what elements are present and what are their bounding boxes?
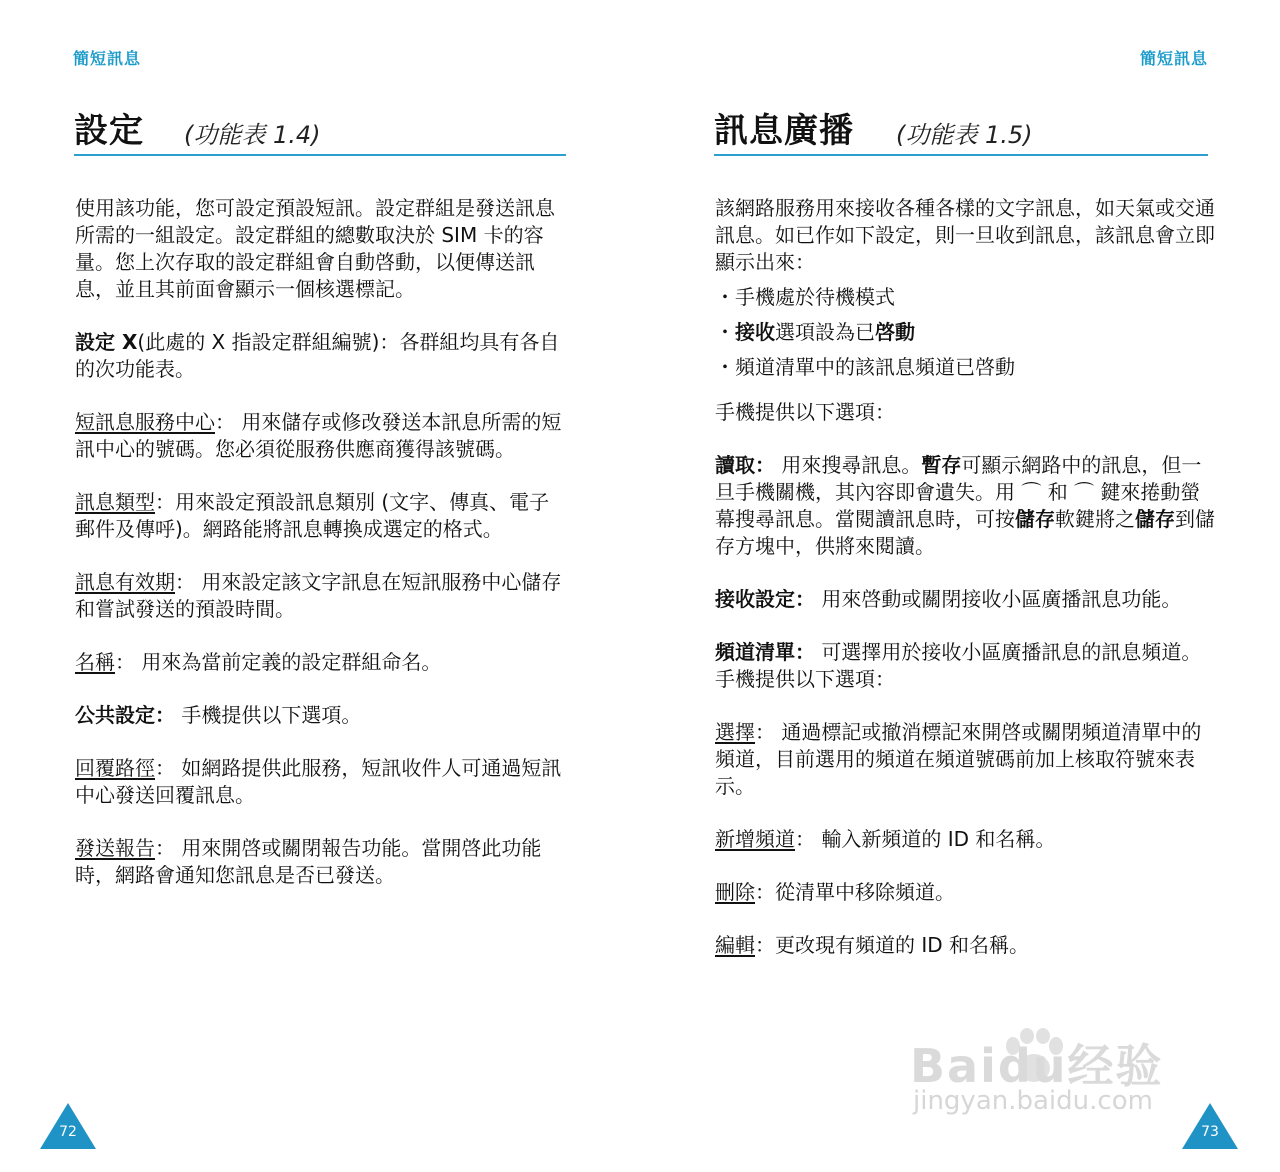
edit-text: ：更改現有頻道的 ID 和名稱。 xyxy=(755,933,1030,957)
options-intro: 手機提供以下選項： xyxy=(715,400,895,424)
list-item xyxy=(715,319,1215,346)
channel-label: 頻道清單： xyxy=(715,640,815,664)
validity-paragraph xyxy=(75,569,567,623)
add-text: ： 輸入新頻道的 ID 和名稱。 xyxy=(795,827,1056,851)
left-body xyxy=(75,195,567,889)
intro-paragraph: 該網路服務用來接收各種各樣的文字訊息，如天氣或交通訊息。如已作如下設定，則一旦收到訊息，該訊息會立即顯示出來： xyxy=(715,196,1215,274)
common-label: 公共設定： xyxy=(75,703,175,727)
name-text: ： 用來為當前定義的設定群組命名。 xyxy=(115,650,442,674)
bullet-text: 頻道清單中的該訊息頻道已啓動 xyxy=(735,355,1015,379)
condition-list xyxy=(715,284,1215,381)
channel-paragraph xyxy=(715,639,1215,693)
watermark-logo: Baidu经验 xyxy=(910,1039,1164,1093)
reply-label: 回覆路徑 xyxy=(75,756,155,780)
section-title-row xyxy=(714,108,1208,156)
bullet-bold: 接收 xyxy=(735,320,775,344)
setx-paragraph xyxy=(75,329,567,383)
add-label: 新增頻道 xyxy=(715,827,795,851)
select-text: ： 通過標記或撤消標記來開啓或關閉頻道清單中的頻道，目前選用的頻道在頻道號碼前加上核取符號來表示。 xyxy=(715,720,1202,798)
select-paragraph xyxy=(715,719,1215,800)
read-text: 用來搜尋訊息。 xyxy=(775,453,922,477)
msg-type-text: ：用來設定預設訊息類別 (文字、傳真、電子郵件及傳呼)。網路能將訊息轉換成選定的格式。 xyxy=(75,490,550,541)
read-text: 軟鍵將之 xyxy=(1055,507,1135,531)
read-text: 到儲存方塊中，供將來閱讀。 xyxy=(715,507,1215,558)
msg-type-paragraph xyxy=(75,489,567,543)
msg-type-label: 訊息類型 xyxy=(75,490,155,514)
bullet-text: 手機處於待機模式 xyxy=(735,285,895,309)
page-number: 72 xyxy=(59,1124,77,1140)
recv-text: 用來啓動或關閉接收小區廣播訊息功能。 xyxy=(815,587,1182,611)
read-temp: 暫存 xyxy=(921,453,962,477)
edit-label: 編輯 xyxy=(715,933,755,957)
name-label: 名稱 xyxy=(75,650,115,674)
page-number: 73 xyxy=(1201,1124,1219,1140)
section-title-row xyxy=(74,108,566,156)
right-page xyxy=(640,0,1280,1172)
report-label: 發送報告 xyxy=(75,836,155,860)
validity-text: ： 用來設定該文字訊息在短訊服務中心儲存和嘗試發送的預設時間。 xyxy=(75,570,562,621)
running-header: 簡短訊息 xyxy=(73,49,142,68)
read-paragraph xyxy=(715,452,1215,560)
add-paragraph xyxy=(715,826,1215,853)
report-paragraph xyxy=(75,835,567,889)
recv-label: 接收設定： xyxy=(715,587,815,611)
reply-paragraph xyxy=(75,755,567,809)
select-label: 選擇 xyxy=(715,720,755,744)
right-body xyxy=(715,195,1215,959)
bullet-bold: 啓動 xyxy=(875,320,915,344)
common-text: 手機提供以下選項。 xyxy=(175,703,362,727)
section-menu-number: (功能表 1.5) xyxy=(896,121,1033,149)
sms-center-paragraph xyxy=(75,409,567,463)
watermark-url: jingyan.baidu.com xyxy=(913,1086,1153,1116)
section-menu-number: (功能表 1.4) xyxy=(184,121,321,149)
list-item xyxy=(715,284,1215,311)
baidu-watermark xyxy=(905,1030,1205,1120)
name-paragraph xyxy=(75,649,567,676)
validity-label: 訊息有效期 xyxy=(75,570,175,594)
section-title: 訊息廣播 xyxy=(714,111,854,151)
bullet-text: 選項設為已 xyxy=(775,320,875,344)
sms-center-label: 短訊息服務中心 xyxy=(75,410,215,434)
read-save: 儲存 xyxy=(1015,507,1055,531)
read-text: 可顯示網路中的訊息，但一旦手機關機，其內容即會遺失。用 ⌒ 和 ⌒ 鍵來捲動螢幕搜尋訊息。當閱讀訊息時，可按 xyxy=(715,453,1202,531)
edit-paragraph xyxy=(715,932,1215,959)
reply-text: ： 如網路提供此服務，短訊收件人可通過短訊中心發送回覆訊息。 xyxy=(75,756,562,807)
report-text: ： 用來開啓或關閉報告功能。當開啓此功能時，網路會通知您訊息是否已發送。 xyxy=(75,836,542,887)
intro-paragraph: 使用該功能，您可設定預設短訊。設定群組是發送訊息所需的一組設定。設定群組的總數取決於 SIM 卡的容量。您上次存取的設定群組會自動啓動，以便傳送訊息，並且其前面會顯示一個核選標記。 xyxy=(75,196,555,301)
read-label: 讀取： xyxy=(715,453,775,477)
list-item xyxy=(715,354,1215,381)
read-save: 儲存 xyxy=(1135,507,1175,531)
channel-text: 可選擇用於接收小區廣播訊息的訊息頻道。手機提供以下選項： xyxy=(715,640,1202,691)
common-paragraph xyxy=(75,702,567,729)
setx-label: 設定 X xyxy=(75,330,138,354)
recv-paragraph xyxy=(715,586,1215,613)
delete-paragraph xyxy=(715,879,1215,906)
setx-text: (此處的 X 指設定群組編號)：各群組均具有各自的次功能表。 xyxy=(75,330,560,381)
running-header: 簡短訊息 xyxy=(1139,49,1208,68)
sms-center-text: ： 用來儲存或修改發送本訊息所需的短訊中心的號碼。您必須從服務供應商獲得該號碼。 xyxy=(75,410,562,461)
section-title: 設定 xyxy=(74,111,144,151)
delete-text: ：從清單中移除頻道。 xyxy=(755,880,955,904)
delete-label: 刪除 xyxy=(715,880,755,904)
